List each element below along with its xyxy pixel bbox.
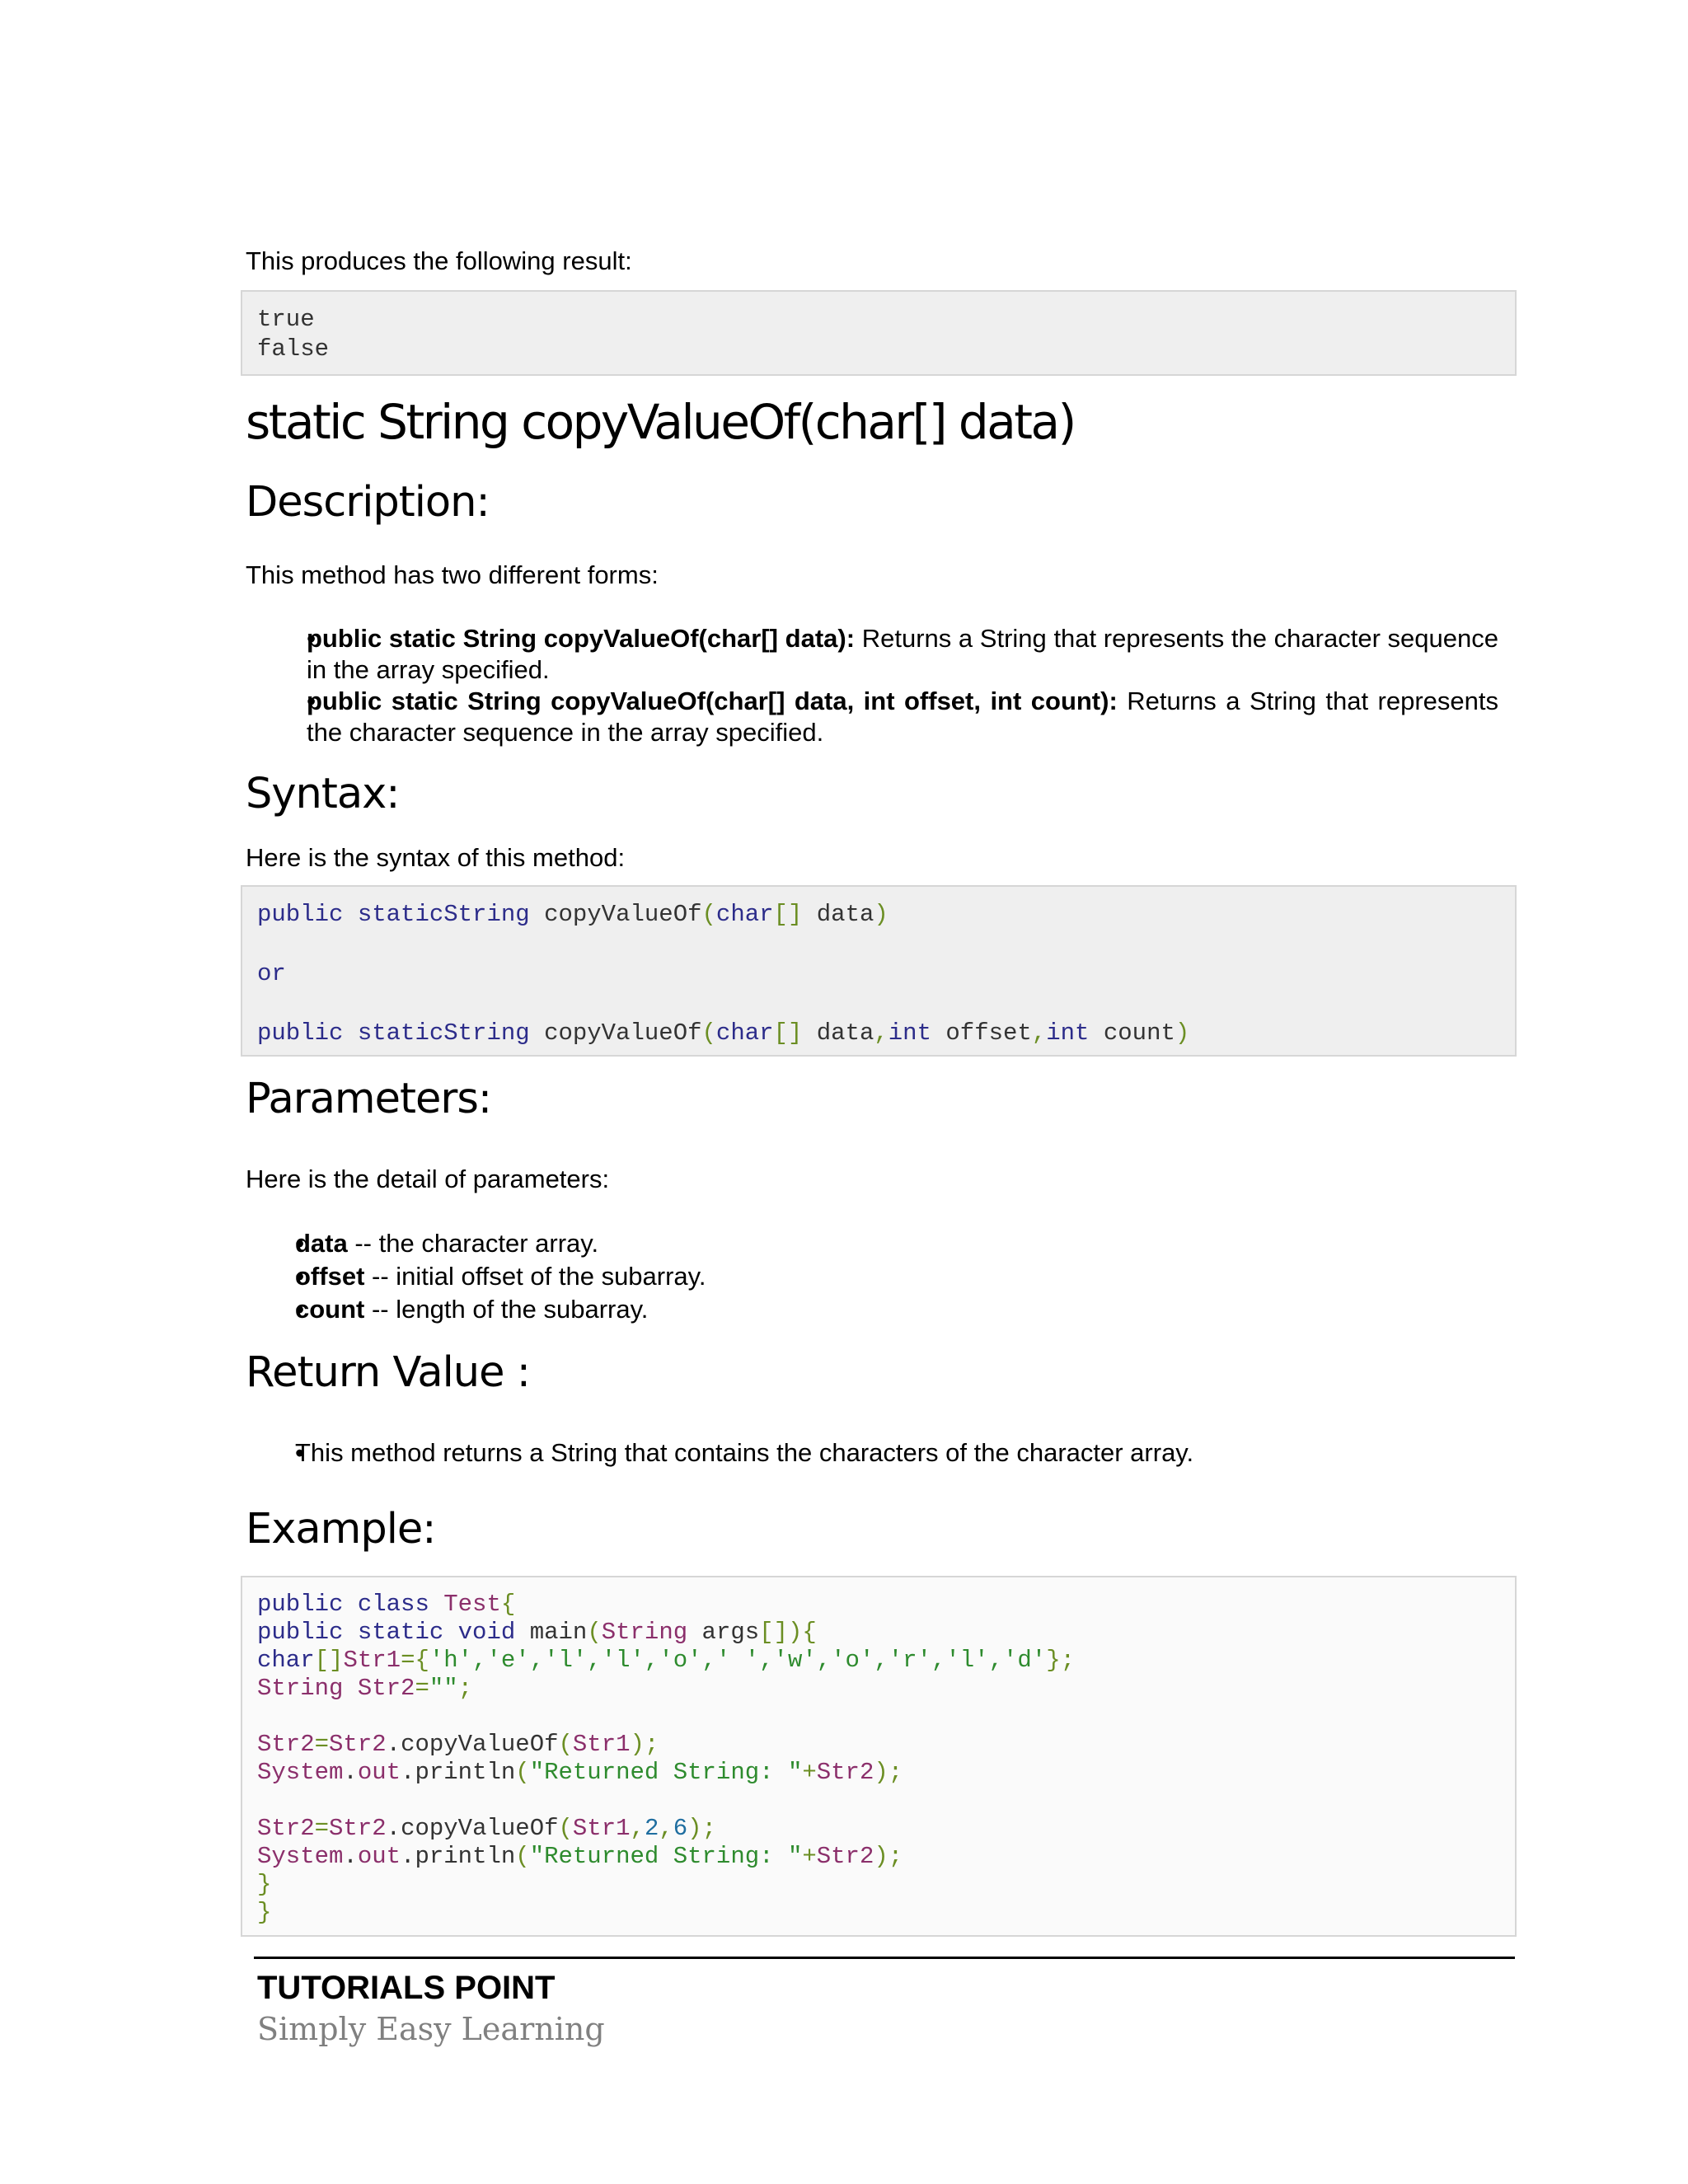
description-text: This method has two different forms:: [246, 560, 659, 589]
list-item: [246, 686, 1498, 748]
example-code-block: [241, 1576, 1517, 1937]
code-token: args: [701, 1619, 760, 1646]
code-token: staticString: [357, 901, 530, 928]
code-token: ,: [1031, 1019, 1047, 1047]
code-token: ,: [874, 1019, 889, 1047]
code-token: (: [701, 901, 716, 928]
return-value-list: [246, 1437, 1498, 1469]
code-token: []: [773, 1019, 803, 1047]
code-token: .: [401, 1843, 415, 1870]
code-token: .: [343, 1759, 358, 1786]
syntax-text: Here is the syntax of this method:: [246, 843, 626, 872]
code-token: data: [802, 901, 874, 928]
code-token: {: [500, 1591, 516, 1618]
code-token: copyValueOf: [401, 1731, 559, 1758]
code-token: ;: [701, 1815, 716, 1842]
param-name: count: [295, 1295, 365, 1324]
form-description: Returns a String that represents the character sequence in the array specified.: [307, 687, 1498, 747]
list-item: [246, 1261, 1498, 1294]
parameters-list: [246, 1228, 1498, 1327]
code-token: int: [1046, 1019, 1090, 1047]
code-token: Str1: [572, 1815, 631, 1842]
code-token: println: [415, 1759, 516, 1786]
code-token: +: [802, 1843, 817, 1870]
code-token: ,: [630, 1815, 645, 1842]
list-item: [246, 1228, 1498, 1261]
code-line: [257, 1591, 1515, 1619]
code-token: out: [357, 1843, 401, 1870]
code-token: ): [874, 1843, 889, 1870]
code-token: (: [587, 1619, 602, 1646]
code-token: ;: [888, 1843, 903, 1870]
code-token: System: [257, 1843, 344, 1870]
code-token: =: [415, 1675, 429, 1702]
syntax-code-block: [241, 885, 1517, 1057]
code-token: count: [1089, 1019, 1175, 1047]
code-token: static: [357, 1619, 444, 1646]
code-token: Str2: [329, 1815, 387, 1842]
footer-tagline: Simply Easy Learning: [257, 2011, 605, 2047]
code-token: println: [415, 1843, 516, 1870]
code-token: (: [515, 1759, 530, 1786]
code-line: [257, 1759, 1515, 1787]
return-value-heading: Return Value :: [246, 1348, 530, 1397]
result-line: true: [257, 306, 315, 333]
form-signature: public static String copyValueOf(char[] data):: [307, 624, 856, 653]
code-token: (: [515, 1843, 530, 1870]
code-token: }: [257, 1871, 272, 1898]
example-heading: Example:: [246, 1505, 436, 1554]
form-description: Returns a String that represents the character sequence in the array specified.: [307, 624, 1498, 684]
code-line: [257, 1843, 1515, 1871]
code-token: Str2: [816, 1843, 874, 1870]
code-token: ;: [1060, 1647, 1076, 1674]
code-token: (: [558, 1731, 573, 1758]
code-line: [257, 1675, 1515, 1703]
code-token: public: [257, 1019, 344, 1047]
code-line: [257, 1871, 1515, 1899]
code-token: ): [874, 1759, 889, 1786]
code-token: char: [715, 1019, 774, 1047]
code-token: =: [314, 1815, 330, 1842]
syntax-heading: Syntax:: [246, 770, 400, 818]
code-token: .: [386, 1731, 401, 1758]
code-token: Str1: [572, 1731, 631, 1758]
code-token: public: [257, 901, 344, 928]
parameters-heading: Parameters:: [246, 1075, 492, 1123]
code-token: int: [888, 1019, 931, 1047]
code-token: []: [759, 1619, 788, 1646]
code-blank-line: [257, 930, 1515, 959]
code-token: out: [357, 1759, 401, 1786]
result-output-block: [241, 290, 1517, 376]
code-token: Str2: [329, 1731, 387, 1758]
code-token: =: [401, 1647, 415, 1674]
code-token: ): [787, 1619, 803, 1646]
code-line: [257, 959, 1515, 989]
code-token: "Returned String: ": [529, 1759, 803, 1786]
method-title: static String copyValueOf(char[] data): [246, 394, 1075, 450]
code-token: ,: [659, 1815, 673, 1842]
code-token: }: [1046, 1647, 1061, 1674]
param-name: offset: [295, 1262, 365, 1291]
description-heading: Description:: [246, 478, 490, 527]
code-token: char: [257, 1647, 315, 1674]
footer-brand: TUTORIALS POINT: [257, 1970, 556, 2006]
param-desc: -- length of the subarray.: [364, 1295, 649, 1324]
footer-divider: [254, 1957, 1515, 1959]
code-blank-line: [257, 1703, 1515, 1731]
code-token: char: [715, 901, 774, 928]
code-token: staticString: [357, 1019, 530, 1047]
code-token: Str2: [357, 1675, 415, 1702]
code-token: "": [429, 1675, 458, 1702]
code-token: []: [773, 901, 803, 928]
list-item: [246, 1294, 1498, 1327]
code-token: data: [802, 1019, 874, 1047]
code-token: {: [802, 1619, 817, 1646]
code-blank-line: [257, 989, 1515, 1019]
code-token: offset: [931, 1019, 1032, 1047]
param-desc: -- the character array.: [347, 1229, 599, 1258]
code-token: ): [1175, 1019, 1190, 1047]
code-token: (: [558, 1815, 573, 1842]
result-line: false: [257, 335, 330, 363]
code-token: String: [257, 1675, 344, 1702]
code-token: ;: [888, 1759, 903, 1786]
code-token: =: [314, 1731, 330, 1758]
code-token: void: [457, 1619, 516, 1646]
param-name: data: [295, 1229, 348, 1258]
code-token: .: [343, 1843, 358, 1870]
code-token: 2: [644, 1815, 659, 1842]
code-token: System: [257, 1759, 344, 1786]
parameters-text: Here is the detail of parameters:: [246, 1165, 610, 1193]
forms-list: [246, 623, 1498, 748]
code-line: [257, 900, 1515, 930]
code-token: Str2: [257, 1731, 315, 1758]
code-token: 'h','e','l','l','o',' ','w','o','r','l','d': [429, 1647, 1047, 1674]
code-token: 6: [673, 1815, 688, 1842]
code-token: .: [401, 1759, 415, 1786]
code-token: ): [874, 901, 889, 928]
code-line: [257, 1731, 1515, 1759]
code-token: public: [257, 1619, 344, 1646]
code-token: Str2: [816, 1759, 874, 1786]
param-desc: -- initial offset of the subarray.: [364, 1262, 706, 1291]
code-token: .: [386, 1815, 401, 1842]
code-token: Str2: [257, 1815, 315, 1842]
intro-text: This produces the following result:: [246, 246, 632, 275]
code-token: {: [415, 1647, 429, 1674]
code-token: String: [601, 1619, 688, 1646]
code-token: (: [701, 1019, 716, 1047]
code-blank-line: [257, 1787, 1515, 1815]
code-token: "Returned String: ": [529, 1843, 803, 1870]
code-line: [257, 1619, 1515, 1647]
list-item: [246, 623, 1498, 686]
code-token: ): [687, 1815, 702, 1842]
code-token: public: [257, 1591, 344, 1618]
code-token: copyValueOf: [529, 1019, 702, 1047]
code-token: []: [314, 1647, 344, 1674]
code-token: +: [802, 1759, 817, 1786]
code-token: ;: [644, 1731, 659, 1758]
code-token: }: [257, 1899, 272, 1926]
code-token: ;: [457, 1675, 473, 1702]
code-token: Str1: [343, 1647, 401, 1674]
code-line: [257, 1899, 1515, 1927]
code-token: class: [357, 1591, 429, 1618]
code-token: main: [529, 1619, 588, 1646]
code-token: or: [257, 960, 286, 987]
code-line: [257, 1815, 1515, 1843]
code-token: Test: [443, 1591, 501, 1618]
code-line: [257, 1647, 1515, 1675]
list-item: • This method returns a String that contains the characters of the character array.: [246, 1437, 1498, 1469]
form-signature: public static String copyValueOf(char[] data, int offset, int count):: [307, 687, 1118, 715]
code-token: ): [630, 1731, 645, 1758]
code-token: copyValueOf: [401, 1815, 559, 1842]
code-token: copyValueOf: [529, 901, 702, 928]
code-line: [257, 1019, 1515, 1048]
